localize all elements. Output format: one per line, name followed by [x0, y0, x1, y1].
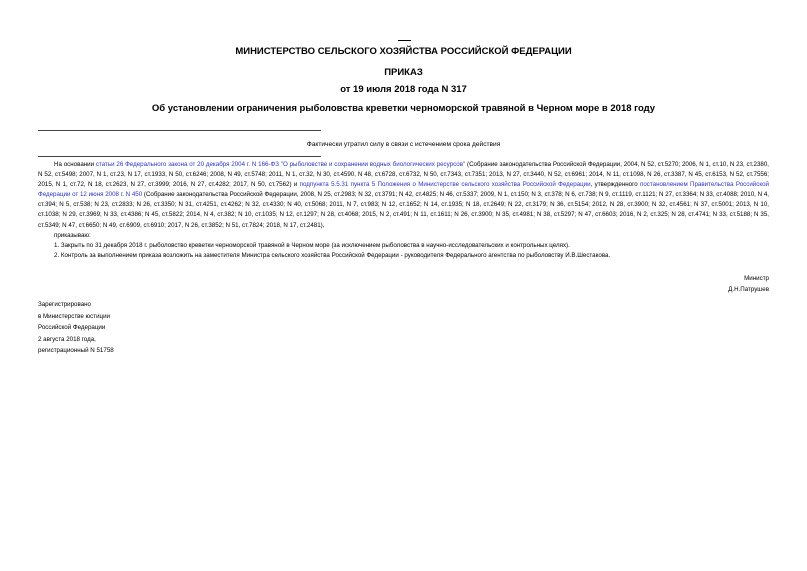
- top-mark-line: [398, 40, 411, 41]
- registration-line-4: 2 августа 2018 года,: [38, 335, 96, 343]
- government-resolution-link[interactable]: постановлением Правительства Российской Федерации от 12 июня 2008 г. N 450: [38, 181, 770, 199]
- doc-type: ПРИКАЗ: [384, 67, 423, 78]
- registration-line-3: Российской Федерации: [38, 324, 106, 332]
- order-word: приказываю:: [54, 231, 91, 239]
- preamble-text-1: На основании: [54, 161, 96, 168]
- signature-name: Д.Н.Патрушев: [728, 286, 769, 293]
- separator-top: [38, 130, 321, 131]
- status-note: Фактически утратил силу в связи с истечением срока действия: [306, 141, 501, 148]
- ministry-title: МИНИСТЕРСТВО СЕЛЬСКОГО ХОЗЯЙСТВА РОССИЙСКОЙ ФЕДЕРАЦИИ: [235, 46, 572, 57]
- fishing-law-link[interactable]: статьи 26 Федерального закона от 20 декабря 2004 г. N 166-ФЗ "О рыболовстве и сохранении водных биологических ресурсов": [95, 161, 466, 168]
- registration-line-5: регистрационный N 51758: [38, 347, 114, 355]
- preamble-paragraph: [38, 160, 769, 231]
- preamble-text-3: , утвержденного: [590, 181, 640, 189]
- ministry-regulation-link[interactable]: подпункта 5.5.31 пункта 5 Положения о Министерстве сельского хозяйства Российской Федерации: [299, 181, 591, 189]
- signature-title: Министр: [744, 275, 769, 282]
- doc-subject: Об установлении ограничения рыболовства креветки черноморской травяной в Черном море в 2018 году: [151, 103, 656, 114]
- preamble-text-4: (Собрание законодательства Российской Федерации, 2008, N 25, ст.2983; N 32, ст.3791; N 42, ст.4825; N 46, ст.5337; 2009, N 1, ст.150; N 3, ст.378; N 6, ст.738; N 9, ст.1119, ст.1121; N 27, ст.3364; N 33, ст.4088; 2010, N 4, ст.394; N 5, ст.538; N 23, ст.2833; N 26, ст.3350; N 31, ст.4251, ст.4262; N 32, ст.4330; N 40, ст.5068; 2011, N 7, ст.983; N 12, ст.1652; N 14, ст.1935; N 18, ст.2649; N 22, ст.3179; N 36, ст.5154; 2012, N 28, ст.3900; N 32, ст.4561; N 37, ст.5001; 2013, N 10, ст.1038; N 29, ст.3969; N 33, ст.4386; N 45, ст.5822; 2014, N 4, ст.382; N 10, ст.1035; N 12, ст.1297; N 28, ст.4068; 2015, N 2, ст.491; N 11, ст.1611; N 26, ст.3900; N 35, ст.4981; N 38, ст.5297; N 47, ст.6603; 2016, N 2, ст.325; N 28, ст.4741; N 33, ст.5188; N 35, ст.5349; N 47, ст.6650; N 49, ст.6909, ст.6910; 2017, N 26, ст.3852; N 51, ст.7824; 2018, N 17, ст.2481),: [38, 191, 769, 229]
- document-body: [38, 160, 769, 261]
- doc-date-number: от 19 июля 2018 года N 317: [340, 84, 467, 95]
- registration-line-2: в Министерстве юстиции: [38, 312, 111, 320]
- registration-block: [38, 299, 114, 357]
- order-item-1: 1. Закрыть по 31 декабря 2018 г. рыболовство креветки черноморской травяной в Черном море (за исключением рыболовства в научно-исследовательских и контрольных целях).: [54, 241, 570, 249]
- registration-line-1: Зарегистрировано: [38, 301, 91, 308]
- order-item-2: 2. Контроль за выполнением приказа возложить на заместителя Министра сельского хозяйства Российской Федерации - руководителя Федерального агентства по рыболовству И.В.Шестакова.: [54, 251, 611, 259]
- separator-bottom: [38, 156, 321, 157]
- preamble-text-2: (Собрание законодательства Российской Федерации, 2004, N 52, ст.5270; 2006, N 1, ст.10, N 23, ст.2380, N 52, ст.5498; 2007, N 1, ст.23, N 17, ст.1933, N 50, ст.6246; 2008, N 49, ст.5748; 2011, N 1, ст.32, N 30, ст.4590, N 48, ст.6728, ст.6732, N 50, ст.7343, ст.7351; 2013, N 27, ст.3440, N 52, ст.6961; 2014, N 11, ст.1098, N 26, ст.3387, N 45, ст.6153, N 52, ст.7556; 2015, N 1, ст.72, N 18, ст.2623, N 27, ст.3999; 2016, N 27, ст.4282; 2017, N 50, ст.7562) и: [38, 161, 769, 189]
